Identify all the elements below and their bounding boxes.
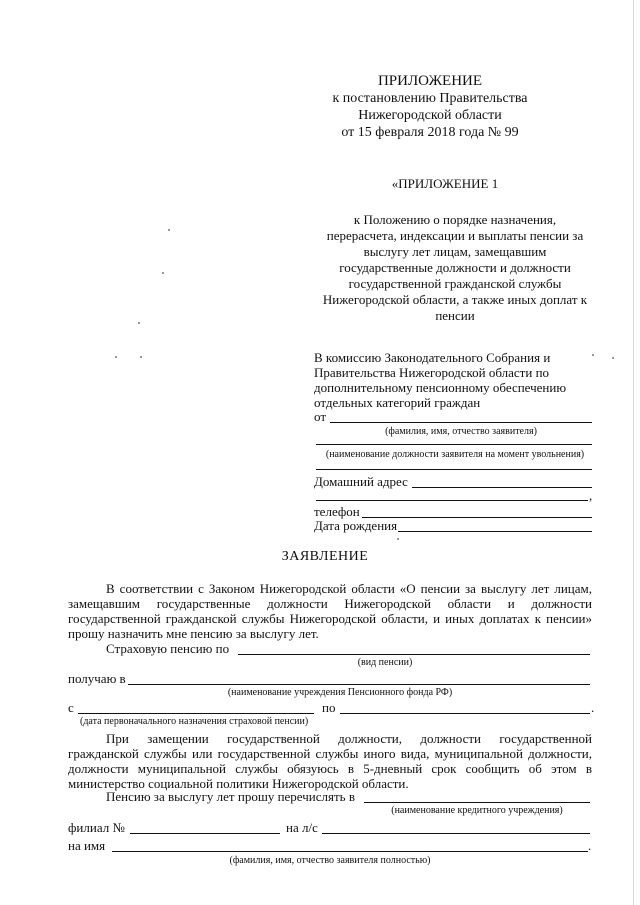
scan-speck	[592, 354, 594, 356]
transfer-label: Пенсию за выслугу лет прошу перечислять в	[106, 789, 355, 804]
bank-field[interactable]	[364, 802, 590, 803]
to-po-label: по	[322, 700, 336, 715]
branch-label: филиал №	[68, 820, 125, 835]
fio-hint: (фамилия, имя, отчество заявителя)	[385, 426, 537, 437]
scan-speck	[397, 538, 399, 540]
appendix-line-3: выслугу лет лицам, замещавшим	[363, 244, 547, 259]
position-field-2[interactable]	[316, 469, 592, 470]
pension-type-field[interactable]	[238, 654, 590, 655]
insurance-label: Страховую пенсию по	[106, 641, 230, 656]
para2-line-3: должности муниципальной службы обязуюсь в 5-дневный срок сообщить об этом в	[68, 761, 592, 776]
account-field[interactable]	[322, 833, 590, 834]
branch-field[interactable]	[130, 833, 280, 834]
header-line-3: от 15 февраля 2018 года № 99	[341, 125, 519, 140]
receive-label: получаю в	[68, 671, 126, 686]
page-edge	[633, 0, 634, 905]
scan-speck	[138, 322, 140, 324]
period-end-dot: .	[591, 700, 595, 715]
address-comma: ,	[589, 488, 593, 503]
para1-line-4: прошу назначить мне пенсию за выслугу лет.	[68, 626, 319, 641]
bank-hint: (наименование кредитного учреждения)	[391, 805, 563, 816]
appendix-line-7: пенсии	[435, 308, 475, 323]
name-end-dot: .	[588, 838, 592, 853]
name-label: на имя	[68, 838, 106, 853]
period-start-field[interactable]	[78, 713, 314, 714]
header-line-2: Нижегородской области	[358, 108, 502, 123]
fund-hint: (наименование учреждения Пенсионного фонда РФ)	[227, 687, 453, 698]
appendix-block	[305, 212, 605, 324]
addressee-line-1: В комиссию Законодательного Собрания и	[314, 350, 551, 365]
statement-para-1	[68, 581, 592, 641]
para1-line-1: В соответствии с Законом Нижегородской области «О пенсии за выслугу лет лицам,	[106, 581, 592, 596]
from-s-label: с	[68, 700, 74, 715]
appendix-line-2: перерасчета, индексации и выплаты пенсии за	[326, 228, 584, 243]
scan-speck	[115, 356, 117, 358]
header-line-1: к постановлению Правительства	[332, 91, 528, 106]
fund-field[interactable]	[128, 684, 590, 685]
birth-label: Дата рождения	[314, 518, 398, 533]
position-hint: (наименование должности заявителя на момент увольнения)	[325, 449, 585, 460]
addressee-line-3: дополнительному пенсионному обеспечению	[314, 380, 567, 395]
statement-title: ЗАЯВЛЕНИЕ	[281, 549, 369, 564]
para1-line-2: замещавшим государственные должности Нижегородской области и должности	[68, 596, 592, 611]
birth-date-field[interactable]	[398, 531, 592, 532]
scan-speck	[168, 229, 170, 231]
scan-speck	[162, 272, 164, 274]
para2-line-4: министерство социальной политики Нижегородской области.	[68, 776, 409, 791]
full-fio-hint: (фамилия, имя, отчество заявителя полностью)	[229, 855, 431, 866]
header-title: ПРИЛОЖЕНИЕ	[377, 73, 483, 89]
scan-speck	[140, 356, 142, 358]
from-fio-field[interactable]	[330, 422, 592, 423]
position-field[interactable]	[316, 444, 592, 445]
address-label: Домашний адрес	[314, 474, 408, 489]
pension-type-hint: (вид пенсии)	[357, 657, 413, 668]
para2-line-1: При замещении государственной должности, должности государственной	[106, 731, 592, 746]
phone-label: телефон	[314, 504, 360, 519]
address-field[interactable]	[412, 487, 592, 488]
appendix-line-6: Нижегородской области, а также иных доплат к	[322, 292, 588, 307]
appendix-line-4: государственные должности и должности	[339, 260, 571, 275]
appendix-line-1: к Положению о порядке назначения,	[353, 212, 557, 227]
address-field-2[interactable]	[316, 500, 588, 501]
period-end-field[interactable]	[340, 713, 590, 714]
date-hint: (дата первоначального назначения страховой пенсии)	[80, 716, 309, 727]
appendix-line-5: государственной гражданской службы	[348, 276, 562, 291]
account-label: на л/с	[286, 820, 318, 835]
from-label: от	[314, 409, 327, 424]
para1-line-3: государственной гражданской службы Нижегородской области, и иных доплатах к пенсии»	[68, 611, 592, 626]
name-field[interactable]	[112, 851, 588, 852]
scan-speck	[612, 357, 614, 359]
statement-para-2	[68, 731, 592, 791]
header-block	[330, 72, 530, 141]
para2-line-2: гражданской службы или государственной службы иного вида, муниципальной должности,	[68, 746, 592, 761]
appendix-title: «ПРИЛОЖЕНИЕ 1	[391, 176, 499, 191]
addressee-block	[314, 350, 604, 410]
addressee-line-4: отдельных категорий граждан	[314, 395, 481, 410]
addressee-line-2: Правительства Нижегородской области по	[314, 365, 550, 380]
